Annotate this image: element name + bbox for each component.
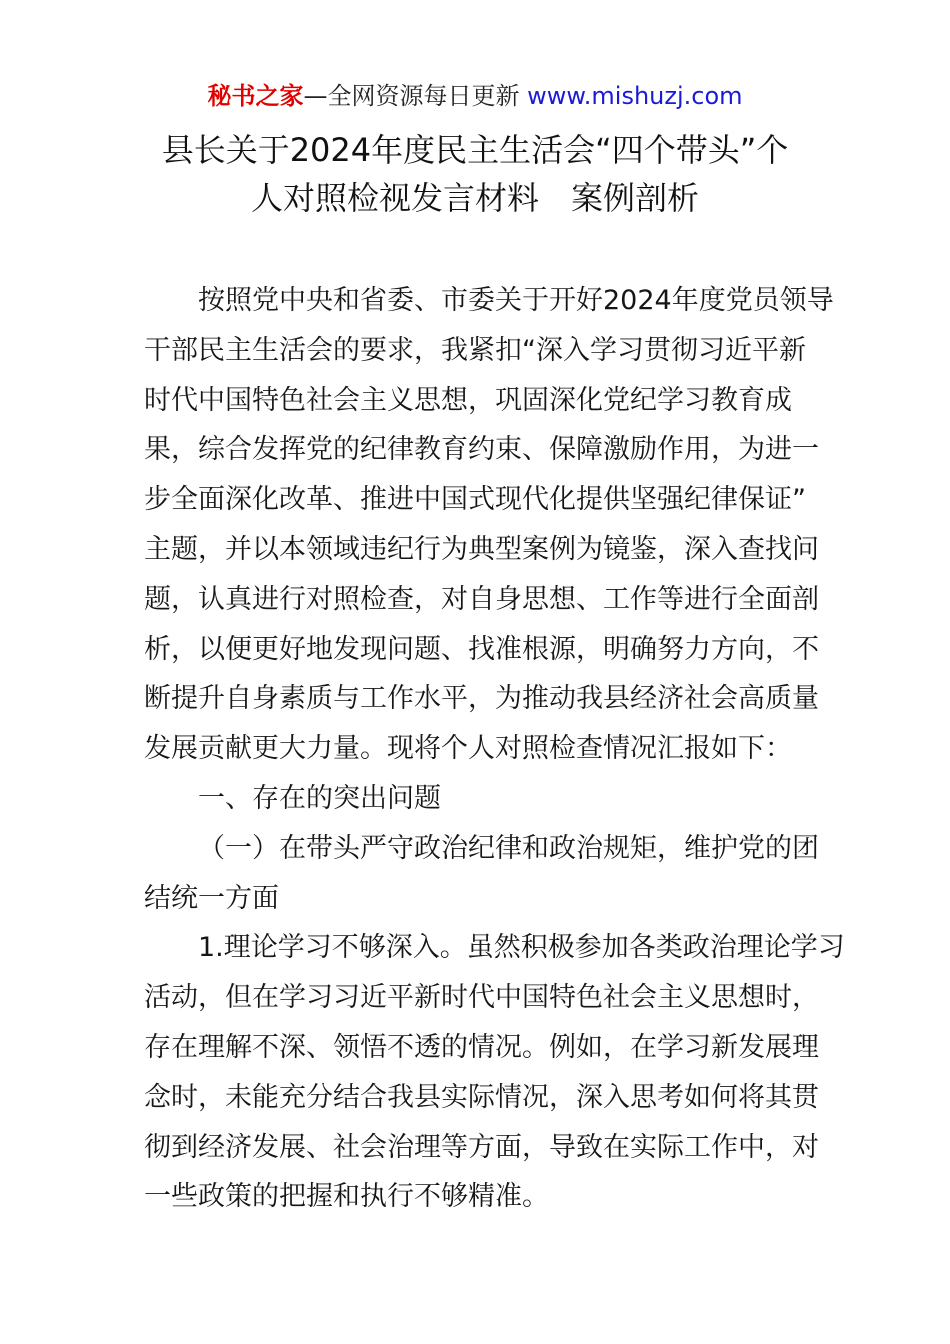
text-line: 果，综合发挥党的纪律教育约束、保障激励作用，为进一 xyxy=(144,434,819,466)
site-header xyxy=(0,80,950,112)
site-url[interactable]: www.mishuzj.com xyxy=(527,82,743,110)
heading-text: 一、存在的突出问题 xyxy=(198,782,441,814)
text-line: 存在理解不深、领悟不透的情况。例如，在学习新发展理 xyxy=(144,1031,819,1063)
title-line: 人对照检视发言材料 案例剖析 xyxy=(250,179,699,217)
text-line: 念时，未能充分结合我县实际情况，深入思考如何将其贯 xyxy=(144,1081,819,1113)
brand-name: 秘书之家 xyxy=(207,82,304,110)
text-line: 一些政策的把握和执行不够精准。 xyxy=(144,1181,549,1213)
text-line: 结统一方面 xyxy=(144,882,279,914)
text-line: 时代中国特色社会主义思想，巩固深化党纪学习教育成 xyxy=(144,384,792,416)
text-line: 断提升自身素质与工作水平，为推动我县经济社会高质量 xyxy=(144,683,819,715)
document-body xyxy=(144,276,845,1222)
text-line: （一）在带头严守政治纪律和政治规矩，维护党的团 xyxy=(198,832,819,864)
header-tagline: —全网资源每日更新 xyxy=(303,82,528,110)
subsection-heading xyxy=(144,824,819,924)
text-line: 主题，并以本领域违纪行为典型案例为镜鉴，深入查找问 xyxy=(144,533,819,565)
intro-paragraph xyxy=(144,276,834,774)
text-line: 步全面深化改革、推进中国式现代化提供坚强纪律保证” xyxy=(144,484,806,516)
text-line: 干部民主生活会的要求，我紧扣“深入学习贯彻习近平新 xyxy=(144,334,806,366)
section-heading xyxy=(144,774,808,824)
document-title xyxy=(0,126,950,222)
title-line: 县长关于2024年度民主生活会“四个带头”个 xyxy=(161,131,789,169)
text-line: 题，认真进行对照检查，对自身思想、工作等进行全面剖 xyxy=(144,583,819,615)
item-paragraph xyxy=(144,923,845,1222)
text-line: 发展贡献更大力量。现将个人对照检查情况汇报如下： xyxy=(144,733,792,765)
text-line: 按照党中央和省委、市委关于开好2024年度党员领导 xyxy=(198,285,834,316)
text-line: 析，以便更好地发现问题、找准根源，明确努力方向，不 xyxy=(144,633,819,665)
text-line: 彻到经济发展、社会治理等方面，导致在实际工作中，对 xyxy=(144,1131,819,1163)
text-line: 1.理论学习不够深入。虽然积极参加各类政治理论学习 xyxy=(198,932,845,964)
text-line: 活动，但在学习习近平新时代中国特色社会主义思想时， xyxy=(144,982,819,1014)
